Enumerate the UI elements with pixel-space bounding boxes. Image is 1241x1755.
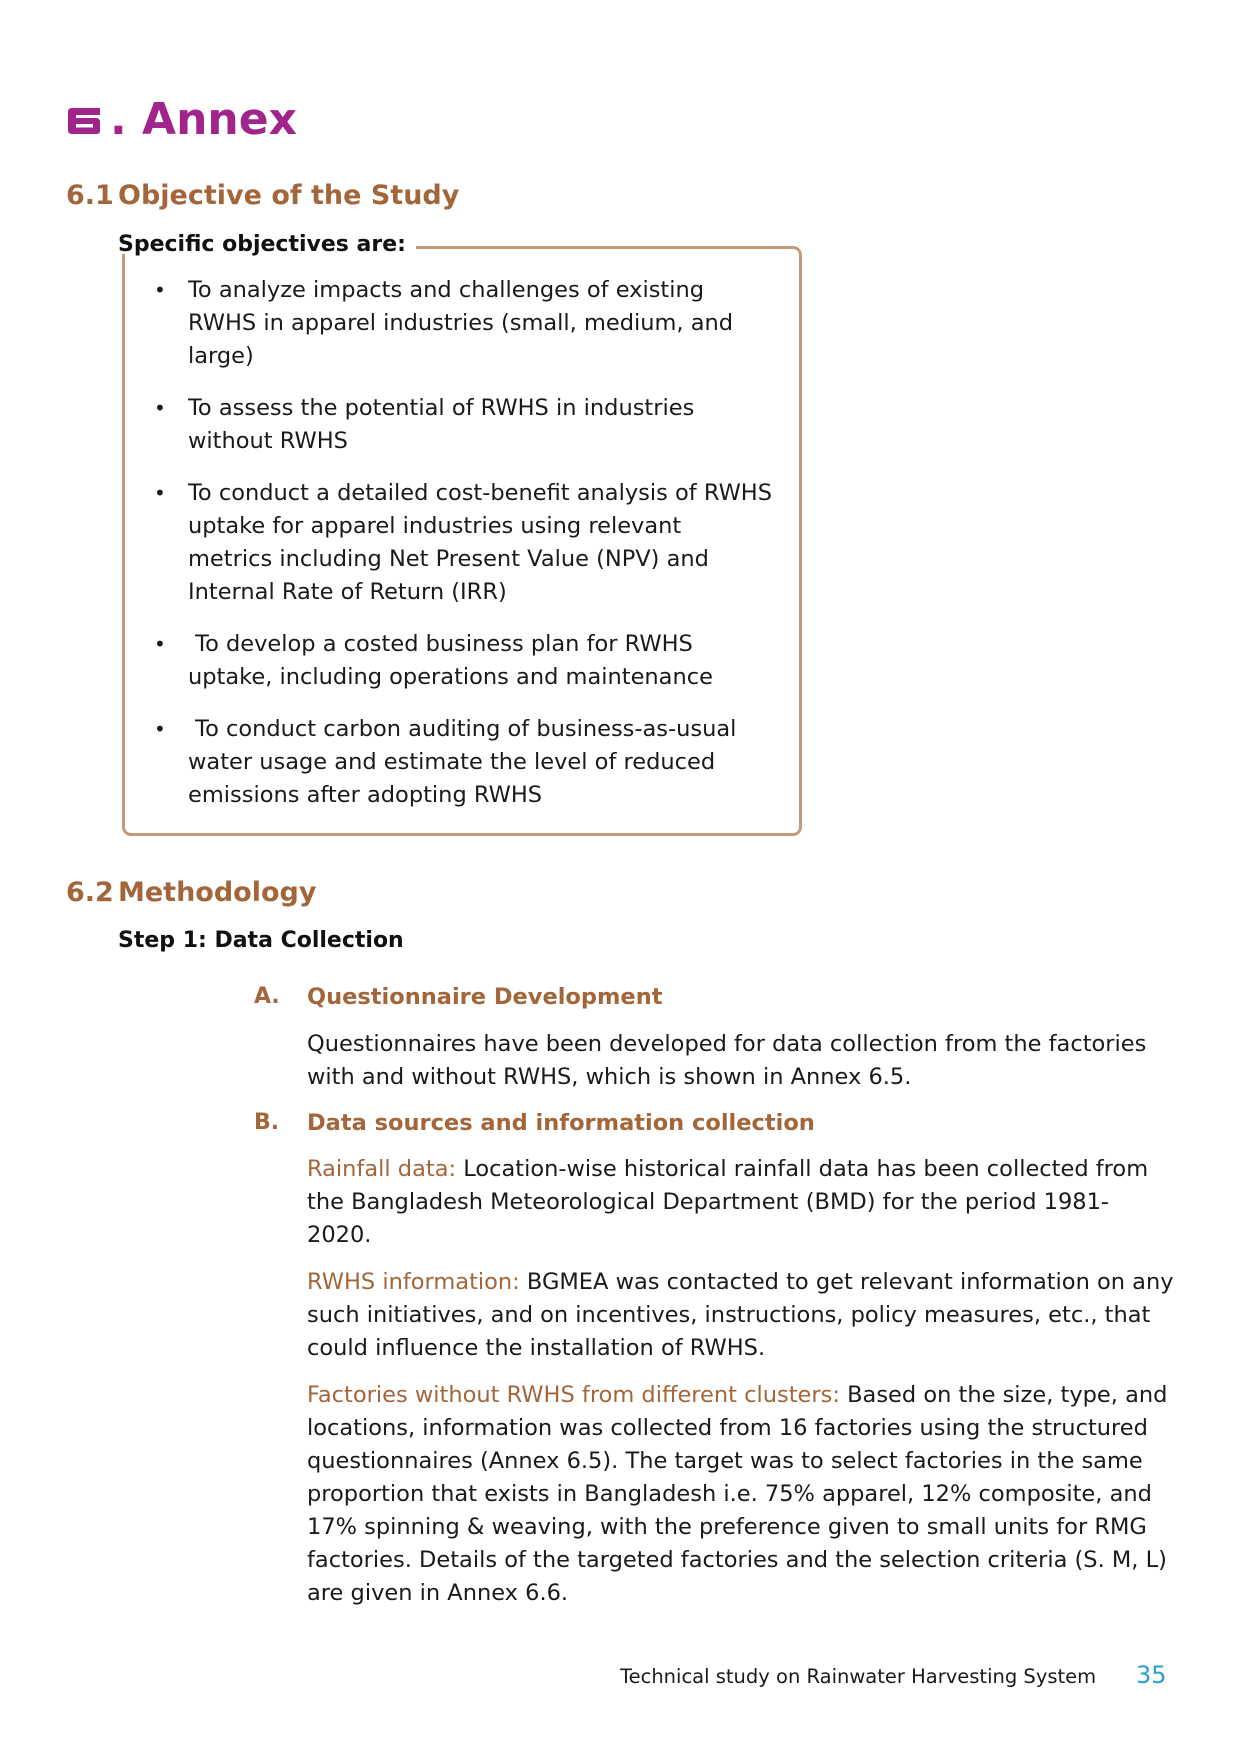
paragraph-factories: Factories without RWHS from different clusters: Based on the size, type, and locations, information was collected from 16 factories using the structured questionnaires (Annex 6.5). The target was to select factories in the same proportion that exists in Bangladesh i.e. 75% apparel, 12% composite, and 17% spinning & weaving, with the preference given to small units for RMG factories. Details of the targeted factories and the selection criteria (S. M, L) are given in Annex 6.6. xyxy=(307,1382,1168,1606)
paragraph-questionnaire: Questionnaires have been developed for data collection from the factories with and without RWHS, which is shown in Annex 6.5. xyxy=(307,1031,1147,1090)
section-number: 6.2 xyxy=(66,877,114,908)
item-title-questionnaire: Questionnaire Development xyxy=(307,984,663,1010)
section-number: 6.1 xyxy=(66,180,114,211)
bullet-icon: • xyxy=(154,481,166,505)
objectives-intro: Specific objectives are: xyxy=(118,232,406,257)
chapter-title: . Annex xyxy=(110,94,297,145)
objective-item: • To analyze impacts and challenges of existing RWHS in apparel industries (small, medium, and large) xyxy=(152,274,772,373)
section-title: Methodology xyxy=(118,877,317,908)
rwhs-information-label: RWHS information: xyxy=(307,1269,520,1295)
paragraph-rwhs-information: RWHS information: BGMEA was contacted to get relevant information on any such initiatives, and on incentives, instructions, policy measures, etc., that could influence the installation of RWHS. xyxy=(307,1269,1174,1361)
section-title: Objective of the Study xyxy=(118,180,460,211)
factories-label: Factories without RWHS from different clusters: xyxy=(307,1382,840,1408)
item-title-data-sources: Data sources and information collection xyxy=(307,1110,815,1136)
item-letter-b: B. xyxy=(254,1110,280,1135)
objective-item: • To conduct a detailed cost-benefit analysis of RWHS uptake for apparel industries using relevant metrics including Net Present Value (NPV) and Internal Rate of Return (IRR) xyxy=(152,477,772,609)
objective-item: • To develop a costed business plan for RWHS uptake, including operations and maintenance xyxy=(152,628,772,694)
section-heading-objective xyxy=(66,178,459,214)
objective-item: • To assess the potential of RWHS in industries without RWHS xyxy=(152,392,772,458)
rainfall-label: Rainfall data: xyxy=(307,1156,457,1182)
bullet-icon: • xyxy=(154,396,166,420)
bullet-icon: • xyxy=(154,632,166,656)
section-heading-methodology xyxy=(66,875,316,911)
footer-document-title: Technical study on Rainwater Harvesting System xyxy=(620,1665,1097,1688)
chapter-number-badge xyxy=(66,106,102,136)
objective-item: • To conduct carbon auditing of business-as-usual water usage and estimate the level of reduced emissions after adopting RWHS xyxy=(152,713,772,812)
page-number: 35 xyxy=(1136,1661,1167,1689)
bullet-icon: • xyxy=(154,717,166,741)
objectives-list xyxy=(152,274,772,831)
item-letter-a: A. xyxy=(254,984,280,1009)
step-heading: Step 1: Data Collection xyxy=(118,928,404,953)
paragraph-rainfall: Rainfall data: Location-wise historical rainfall data has been collected from the Bangladesh Meteorological Department (BMD) for the period 1981- 2020. xyxy=(307,1156,1149,1248)
bullet-icon: • xyxy=(154,278,166,302)
